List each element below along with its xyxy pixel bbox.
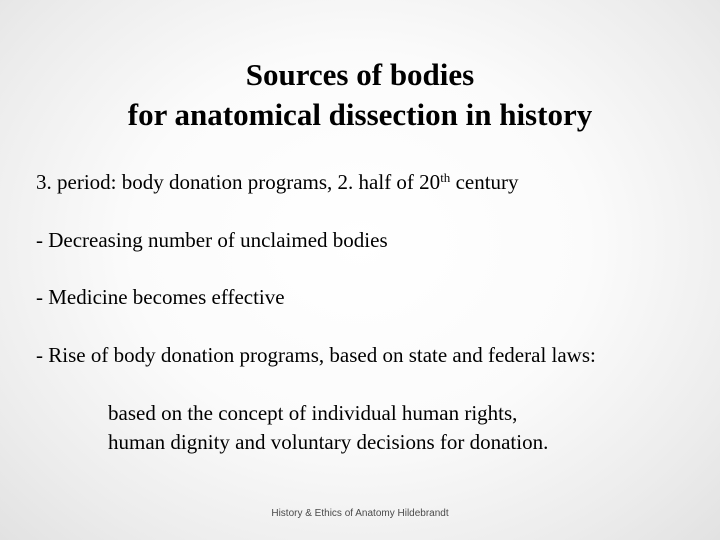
bullet-medicine-effective: - Medicine becomes effective — [36, 285, 285, 309]
bullet-rise-of-donation-programs: - Rise of body donation programs, based on state and federal laws: — [36, 343, 596, 367]
sub-paragraph — [108, 399, 548, 457]
period-heading — [36, 169, 519, 195]
period-superscript: th — [440, 170, 451, 185]
slide-title-line-2: for anatomical dissection in history — [127, 97, 593, 132]
slide-title — [0, 55, 720, 135]
bullet-decreasing-unclaimed-bodies: - Decreasing number of unclaimed bodies — [36, 228, 388, 252]
sub-paragraph-line-2: human dignity and voluntary decisions for donation. — [108, 430, 549, 454]
sub-paragraph-line-1: based on the concept of individual human rights, — [108, 401, 518, 425]
slide-footer: History & Ethics of Anatomy Hildebrandt — [271, 508, 449, 519]
period-tail: century — [450, 170, 519, 194]
slide-title-line-1: Sources of bodies — [245, 57, 475, 92]
period-text: 3. period: body donation programs, 2. half of 20 — [36, 170, 441, 194]
